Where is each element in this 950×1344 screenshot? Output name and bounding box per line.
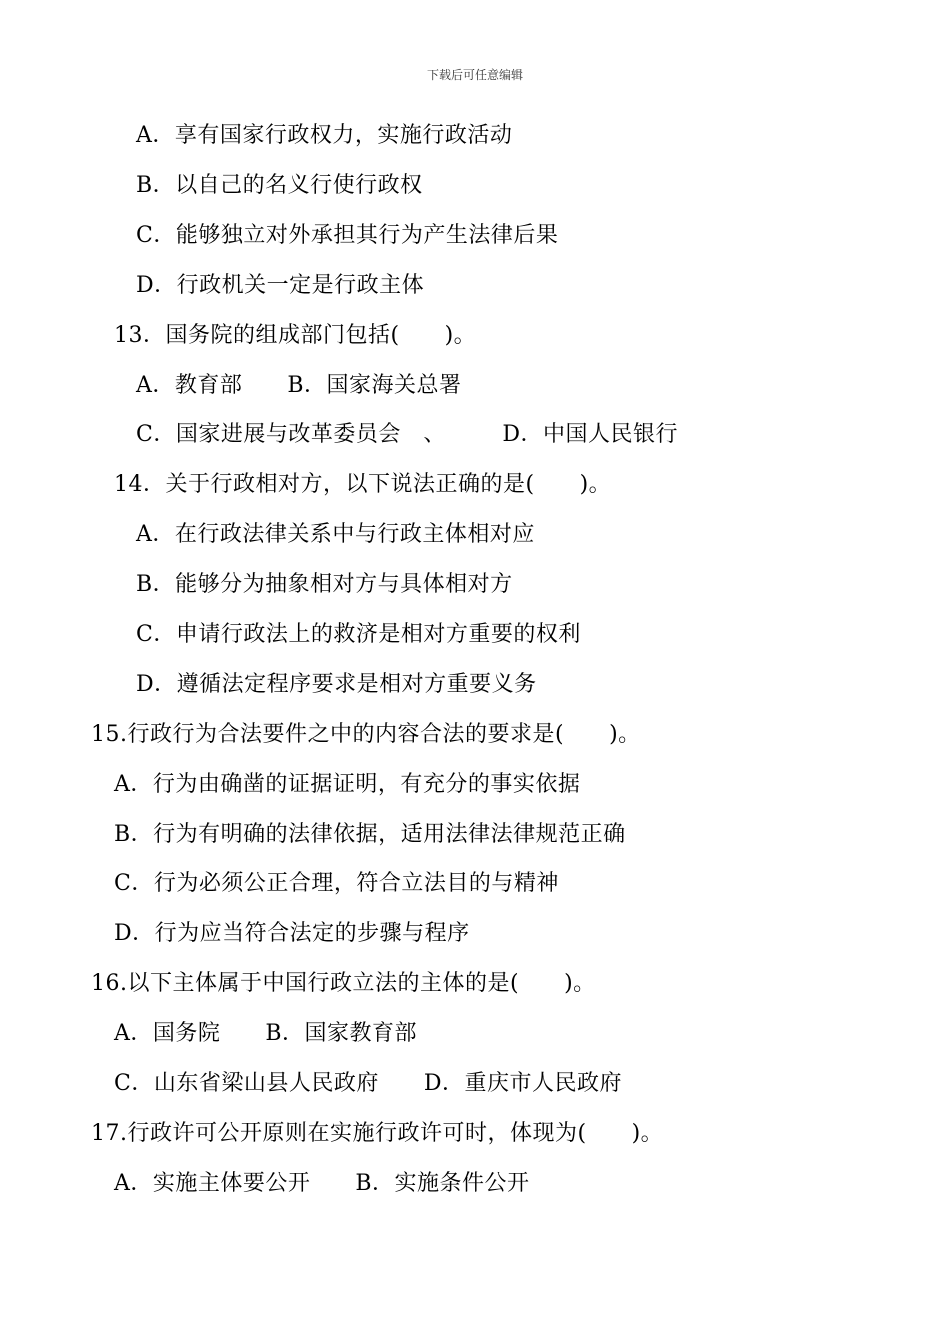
q15-option-b: B．行为有明确的法律依据，适用法律法律规范正确 bbox=[114, 822, 626, 847]
q13-question: 13．国务院的组成部门包括( )。 bbox=[114, 323, 477, 348]
page-header-note: 下载后可任意编辑 bbox=[426, 68, 523, 82]
q15-question: 15.行政行为合法要件之中的内容合法的要求是( )。 bbox=[91, 722, 641, 747]
q15-option-a: A．行为由确凿的证据证明，有充分的事实依据 bbox=[114, 772, 581, 797]
q17-options-ab: A．实施主体要公开 B．实施条件公开 bbox=[114, 1171, 530, 1196]
q12-option-a: A．享有国家行政权力，实施行政活动 bbox=[136, 123, 513, 148]
q14-option-a: A．在行政法律关系中与行政主体相对应 bbox=[136, 522, 535, 547]
q16-options-ab: A．国务院 B．国家教育部 bbox=[114, 1021, 418, 1046]
q17-question: 17.行政许可公开原则在实施行政许可时，体现为( )。 bbox=[91, 1121, 664, 1146]
q15-option-c: C．行为必须公正合理，符合立法目的与精神 bbox=[114, 871, 559, 896]
q16-question: 16.以下主体属于中国行政立法的主体的是( )。 bbox=[91, 971, 596, 996]
q14-option-b: B．能够分为抽象相对方与具体相对方 bbox=[136, 572, 513, 597]
q14-question: 14．关于行政相对方，以下说法正确的是( )。 bbox=[114, 472, 612, 497]
q12-option-d: D．行政机关一定是行政主体 bbox=[136, 273, 425, 298]
q14-option-d: D．遵循法定程序要求是相对方重要义务 bbox=[136, 672, 537, 697]
q13-options-ab: A．教育部 B．国家海关总署 bbox=[136, 373, 462, 398]
q12-option-b: B．以自己的名义行使行政权 bbox=[136, 173, 423, 198]
q13-options-cd: C．国家进展与改革委员会 、 D．中国人民银行 bbox=[136, 422, 678, 447]
q16-options-cd: C．山东省梁山县人民政府 D．重庆市人民政府 bbox=[114, 1071, 622, 1096]
q14-option-c: C．申请行政法上的救济是相对方重要的权利 bbox=[136, 622, 581, 647]
q15-option-d: D．行为应当符合法定的步骤与程序 bbox=[114, 921, 470, 946]
q12-option-c: C．能够独立对外承担其行为产生法律后果 bbox=[136, 223, 559, 248]
